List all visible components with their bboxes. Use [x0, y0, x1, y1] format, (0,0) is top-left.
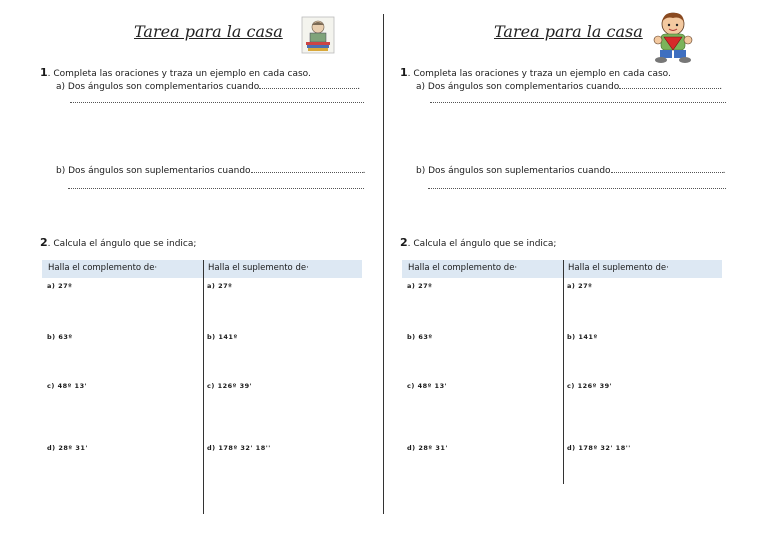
table-divider: [203, 260, 204, 514]
table-header: [42, 260, 362, 278]
q1a-continuation: [70, 94, 364, 106]
answer-blank[interactable]: [70, 94, 364, 103]
answer-blank[interactable]: [259, 80, 357, 89]
q1-number: 1: [400, 66, 408, 79]
header-complement: Halla el complemento de·: [408, 263, 518, 273]
q1-text: . Completa las oraciones y traza un ejemplo en cada caso.: [47, 69, 311, 79]
answer-blank[interactable]: [251, 164, 363, 173]
q1b-text: b) Dos ángulos son suplementarios cuando: [56, 166, 251, 176]
q1a-text: a) Dos ángulos son complementarios cuando: [56, 82, 260, 92]
exercise-complement-a: a) 27º: [407, 282, 433, 290]
exercise-complement-a: a) 27º: [47, 282, 73, 290]
q2-number: 2: [40, 236, 48, 249]
answer-blank[interactable]: [619, 80, 719, 89]
exercise-supplement-a: a) 27º: [567, 282, 593, 290]
sheet-title: Tarea para la casa: [494, 22, 643, 41]
exercise-complement-c: c) 48º 13': [47, 382, 88, 390]
q1a-line: a) Dos ángulos son complementarios cuando .: [416, 82, 723, 92]
q1a-continuation: [430, 94, 726, 106]
right-sheet: [384, 0, 768, 543]
sheet-title: Tarea para la casa: [134, 22, 283, 41]
child-holding-heart-icon: [650, 10, 696, 64]
q1-text: . Completa las oraciones y traza un ejemplo en cada caso.: [407, 69, 671, 79]
q1b-text: b) Dos ángulos son suplementarios cuando: [416, 166, 611, 176]
exercise-complement-d: d) 28º 31': [47, 444, 88, 452]
answer-blank[interactable]: [428, 180, 726, 189]
exercise-supplement-a: a) 27º: [207, 282, 233, 290]
exercise-supplement-d: d) 178º 32' 18'': [567, 444, 631, 452]
exercise-complement-c: c) 48º 13': [407, 382, 448, 390]
exercise-supplement-c: c) 126º 39': [567, 382, 613, 390]
exercise-supplement-b: b) 141º: [207, 333, 238, 341]
child-reading-books-icon: [301, 16, 335, 54]
q1b-continuation: [428, 180, 726, 192]
answer-blank[interactable]: [611, 164, 723, 173]
q1a-line: a) Dos ángulos son complementarios cuando .: [56, 82, 361, 92]
q1-statement: [400, 66, 671, 79]
exercise-supplement-c: c) 126º 39': [207, 382, 253, 390]
q1-number: 1: [40, 66, 48, 79]
header-supplement: Halla el suplemento de·: [208, 263, 309, 273]
header-complement: Halla el complemento de·: [48, 263, 158, 273]
answer-blank[interactable]: [430, 94, 726, 103]
exercise-supplement-d: d) 178º 32' 18'': [207, 444, 271, 452]
q1b-continuation: [68, 180, 364, 192]
q2-statement: [40, 236, 196, 249]
q1b-line: b) Dos ángulos son suplementarios cuando .: [416, 166, 726, 176]
q2-statement: [400, 236, 556, 249]
answer-blank[interactable]: [68, 180, 364, 189]
table-header: [402, 260, 722, 278]
exercise-complement-d: d) 28º 31': [407, 444, 448, 452]
q1b-line: b) Dos ángulos son suplementarios cuando .: [56, 166, 366, 176]
q2-text: . Calcula el ángulo que se indica;: [407, 239, 557, 249]
q1-statement: [40, 66, 311, 79]
exercise-complement-b: b) 63º: [407, 333, 433, 341]
q2-text: . Calcula el ángulo que se indica;: [47, 239, 197, 249]
header-supplement: Halla el suplemento de·: [568, 263, 669, 273]
exercise-supplement-b: b) 141º: [567, 333, 598, 341]
exercise-complement-b: b) 63º: [47, 333, 73, 341]
table-divider: [563, 260, 564, 484]
q1a-text: a) Dos ángulos son complementarios cuando: [416, 82, 620, 92]
q2-number: 2: [400, 236, 408, 249]
